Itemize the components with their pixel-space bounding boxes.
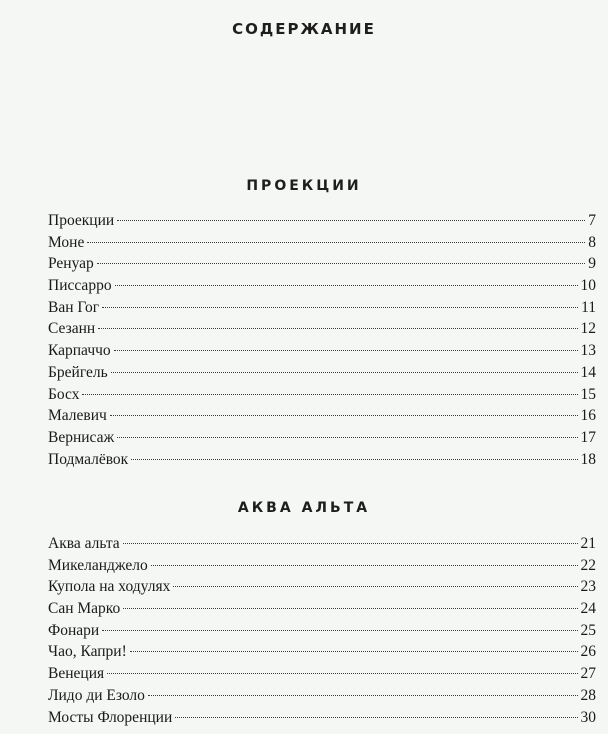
toc-entry — [48, 210, 596, 232]
toc-entry-title: Ренуар — [48, 255, 94, 273]
dot-leader — [87, 242, 585, 243]
toc-entry — [48, 641, 596, 663]
dot-leader — [131, 459, 577, 460]
dot-leader — [175, 717, 577, 718]
dot-leader — [117, 437, 577, 438]
toc-entry-title: Брейгель — [48, 363, 108, 381]
dot-leader — [102, 630, 577, 631]
toc-entry — [48, 620, 596, 642]
toc-entry — [48, 663, 596, 685]
toc-entry-page: 24 — [580, 600, 596, 618]
toc-entry-page: 18 — [580, 450, 596, 468]
toc-entry-page: 10 — [580, 277, 596, 295]
toc-entry — [48, 384, 596, 406]
dot-leader — [130, 651, 578, 652]
toc-entry-title: Проекции — [48, 212, 115, 229]
toc-entry-page: 21 — [580, 535, 596, 552]
toc-entry-title: Венеция — [48, 665, 105, 683]
page-title: СОДЕРЖАНИЕ — [232, 20, 376, 38]
toc-entry-title: Сезанн — [48, 320, 96, 338]
toc-entry — [48, 362, 596, 384]
toc-entry — [48, 405, 596, 427]
toc-entry-page: 27 — [580, 665, 596, 683]
toc-entry — [48, 275, 596, 297]
toc-entry — [48, 555, 596, 577]
toc-entry-title: Микеланджело — [48, 556, 148, 574]
toc-entry-page: 28 — [580, 686, 596, 704]
toc-entry — [48, 707, 596, 729]
toc-entry-page: 17 — [580, 428, 596, 446]
toc-entry-title: Босх — [48, 385, 80, 403]
toc-entry-page: 8 — [588, 233, 596, 251]
toc-entry-title: Фонари — [48, 621, 100, 639]
toc-entry — [48, 449, 596, 471]
dot-leader — [114, 350, 578, 351]
dot-leader — [123, 543, 578, 544]
toc-entry-title: Чао, Капри! — [48, 643, 127, 661]
toc-entry — [48, 685, 596, 707]
toc-entry-title: Вернисаж — [48, 428, 115, 446]
toc-entry-page: 25 — [580, 621, 596, 639]
toc-entry-page: 14 — [580, 363, 596, 381]
toc-entry-page: 22 — [580, 556, 596, 574]
toc-entry-page: 13 — [580, 342, 596, 360]
toc-entry-page: 12 — [580, 320, 596, 338]
dot-leader — [148, 695, 578, 696]
toc-entry — [48, 533, 596, 555]
dot-leader — [117, 220, 585, 221]
toc-entry-title: Подмалёвок — [48, 450, 129, 468]
toc-entry-title: Малевич — [48, 407, 107, 425]
toc-list-proektsii — [48, 210, 596, 470]
toc-entry-title: Ван Гог — [48, 298, 100, 316]
toc-entry — [48, 427, 596, 449]
toc-entry-page: 7 — [588, 212, 596, 229]
dot-leader — [98, 328, 577, 329]
toc-entry-title: Мосты Флоренции — [48, 708, 173, 726]
toc-entry-page: 30 — [580, 708, 596, 726]
toc-entry-title: Аква альта — [48, 535, 120, 552]
toc-entry-page: 9 — [588, 255, 596, 273]
toc-entry — [48, 340, 596, 362]
toc-entry-title: Писсарро — [48, 277, 112, 295]
section-title-proektsii: ПРОЕКЦИИ — [246, 178, 362, 194]
toc-entry-page: 26 — [580, 643, 596, 661]
dot-leader — [110, 415, 578, 416]
dot-leader — [102, 307, 578, 308]
toc-entry-title: Моне — [48, 233, 85, 251]
toc-entry — [48, 297, 596, 319]
toc-entry-title: Купола на ходулях — [48, 578, 171, 596]
dot-leader — [97, 263, 585, 264]
toc-entry — [48, 232, 596, 254]
toc-entry — [48, 598, 596, 620]
dot-leader — [123, 608, 577, 609]
dot-leader — [115, 285, 578, 286]
toc-entry-title: Лидо ди Езоло — [48, 686, 145, 704]
toc-entry-page: 11 — [581, 298, 596, 316]
dot-leader — [111, 372, 578, 373]
toc-entry-page: 15 — [580, 385, 596, 403]
toc-list-akva-alta — [48, 533, 596, 728]
dot-leader — [82, 394, 577, 395]
toc-entry-page: 16 — [580, 407, 596, 425]
toc-entry — [48, 576, 596, 598]
toc-entry — [48, 318, 596, 340]
toc-entry-title: Карпаччо — [48, 342, 111, 360]
section-title-akva-alta: АКВА АЛЬТА — [237, 500, 371, 516]
toc-entry-page: 23 — [580, 578, 596, 596]
dot-leader — [107, 673, 577, 674]
toc-entry — [48, 253, 596, 275]
dot-leader — [151, 565, 578, 566]
toc-entry-title: Сан Марко — [48, 600, 121, 618]
dot-leader — [173, 586, 577, 587]
